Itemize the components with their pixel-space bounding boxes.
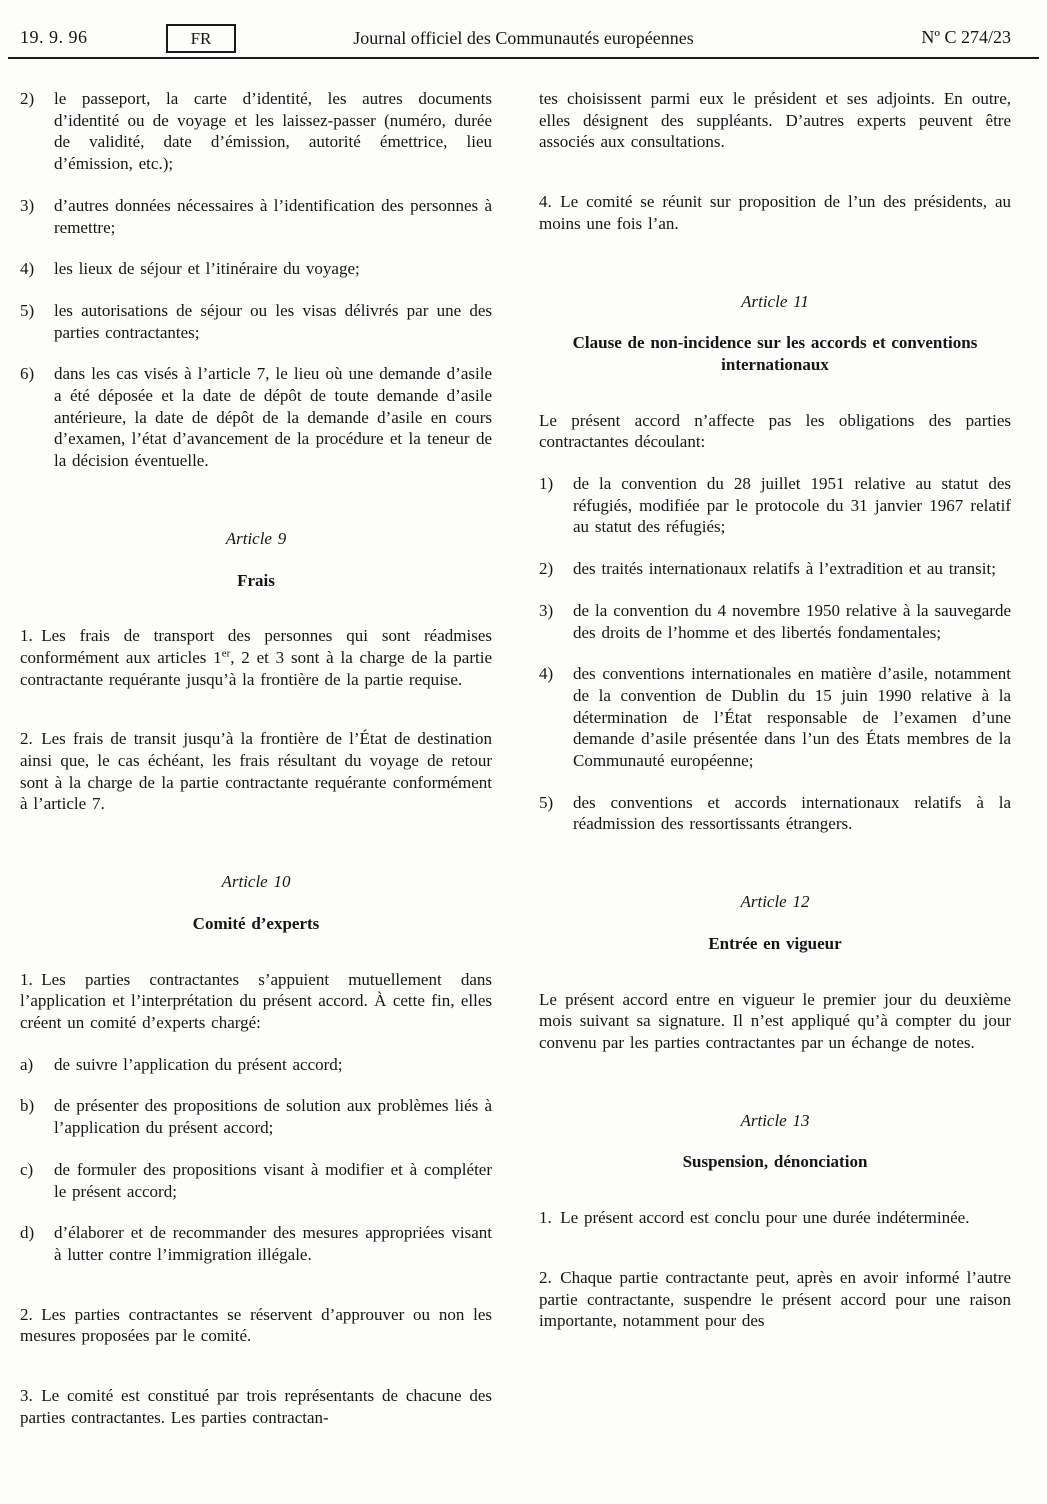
page-reference: Nº C 274/23 [921, 27, 1011, 47]
list-item-text: de suivre l’application du présent accord; [54, 1054, 343, 1074]
list-marker: 3) [20, 195, 35, 215]
right-column [539, 88, 1011, 1428]
paragraph: 3. Le comité est constitué par trois représentants de chacune des parties contractantes. Les parties contractan- [20, 1386, 492, 1427]
list-item-text: des conventions et accords internationaux relatifs à la réadmission des ressortissants étrangers. [573, 792, 1011, 834]
journal-title: Journal officiel des Communautés européennes [353, 28, 694, 48]
article-subtitle: Frais [237, 570, 275, 590]
list-item [20, 195, 492, 238]
paragraph: 2. Les parties contractantes se réservent d’approuver ou non les mesures proposées par le comité. [20, 1304, 492, 1346]
list-item-text: de présenter des propositions de solution aux problèmes liés à l’application du présent accord; [54, 1096, 492, 1138]
list-item [20, 88, 492, 175]
list-item [539, 792, 1011, 835]
list-item [20, 1095, 492, 1138]
list-marker: 4) [539, 664, 554, 684]
list-item-text: d’élaborer et de recommander des mesures appropriées visant à lutter contre l’immigration illégale. [54, 1223, 492, 1264]
list-marker: 5) [539, 792, 554, 812]
document-body [20, 88, 1011, 1428]
list-item [539, 558, 1011, 580]
list-marker: 3) [539, 600, 554, 620]
list-marker: 5) [20, 300, 35, 320]
language-badge: FR [166, 24, 236, 53]
list-item [20, 300, 492, 343]
paragraph: Le présent accord entre en vigueur le premier jour du deuxième mois suivant sa signature. Il n’est appliqué qu’à compter du jour convenu par les parties contractantes par un échange de notes. [539, 989, 1011, 1052]
list-item [20, 1054, 492, 1076]
list-item-text: de formuler des propositions visant à modifier et à compléter le présent accord; [54, 1159, 492, 1201]
list-item [539, 473, 1011, 538]
paragraph [20, 625, 492, 690]
paragraph: 1. Le présent accord est conclu pour une durée indéterminée. [539, 1208, 970, 1228]
paragraph: Le présent accord n’affecte pas les obligations des parties contractantes découlant: [539, 410, 1011, 452]
list-marker: d) [20, 1223, 35, 1243]
list-item [20, 258, 492, 280]
list-marker: 1) [539, 474, 554, 494]
list-item-text: dans les cas visés à l’article 7, le lieu où une demande d’asile a été déposée et la date de dépôt de toute demande d’asile antérieure, la date de dépôt de la demande d’asile en cours d’examen, l’état d’avancement de la procédure et la teneur de la décision éventuelle. [54, 364, 492, 471]
list-item [20, 363, 492, 472]
paragraph-text: 1. Les frais de transport des personnes qui sont réadmises conformément aux articles 1 [20, 626, 492, 667]
list-marker: 6) [20, 364, 35, 384]
page-header [0, 0, 1047, 60]
paragraph: 4. Le comité se réunit sur proposition de l’un des présidents, au moins une fois l’an. [539, 192, 1011, 233]
paragraph: tes choisissent parmi eux le président et ses adjoints. En outre, elles désignent des suppléants. D’autres experts peuvent être associés aux consultations. [539, 89, 1011, 152]
list-marker: b) [20, 1096, 35, 1116]
list-item-text: les lieux de séjour et l’itinéraire du voyage; [54, 259, 360, 279]
article-title: Article 9 [225, 528, 287, 548]
list-marker: a) [20, 1054, 34, 1074]
list-item-text: de la convention du 4 novembre 1950 relative à la sauvegarde des droits de l’homme et des libertés fondamentales; [573, 600, 1011, 642]
article-title: Article 12 [740, 892, 810, 912]
list-item [539, 600, 1011, 643]
article-subtitle: Comité d’experts [192, 913, 320, 933]
paragraph: 2. Les frais de transit jusqu’à la frontière de l’État de destination ainsi que, le cas échéant, les frais résultant du voyage de retour sont à la charge de la partie contractante requérante conformément à l’article 7. [20, 729, 492, 814]
article-subtitle: Suspension, dénonciation [682, 1152, 868, 1172]
list-item-text: des traités internationaux relatifs à l’extradition et au transit; [573, 559, 996, 579]
paragraph-text: , 2 et 3 sont à la charge de la partie contractante requérante jusqu’à la frontière de la partie requise. [20, 647, 492, 689]
list-marker: 4) [20, 259, 35, 279]
superscript: er [221, 647, 231, 660]
list-item [20, 1222, 492, 1265]
header-rule [8, 57, 1039, 59]
list-marker: c) [20, 1159, 34, 1179]
list-marker: 2) [20, 89, 35, 108]
article-title: Article 10 [221, 872, 291, 892]
article-title: Article 11 [741, 291, 809, 311]
list-item-text: les autorisations de séjour ou les visas délivrés par une des parties contractantes; [54, 300, 492, 342]
journal-date: 19. 9. 96 [20, 27, 88, 47]
list-item [20, 1159, 492, 1202]
article-title: Article 13 [740, 1110, 810, 1130]
paragraph: 1. Les parties contractantes s’appuient mutuellement dans l’application et l’interprétation du présent accord. À cette fin, elles créent un comité d’experts chargé: [20, 969, 492, 1032]
article-subtitle: Clause de non-incidence sur les accords et conventions internationaux [572, 333, 978, 374]
list-item-text: des conventions internationales en matière d’asile, notamment de la convention de Dublin du 15 juin 1990 relative à la détermination de l’État responsable de l’examen d’une demande d’asile présentée dans l’un des États membres de la Communauté européenne; [573, 664, 1011, 771]
left-column [20, 88, 492, 1428]
article-subtitle: Entrée en vigueur [708, 933, 842, 953]
paragraph: 2. Chaque partie contractante peut, après en avoir informé l’autre partie contractante, suspendre le présent accord pour une raison importante, notamment pour des [539, 1267, 1011, 1331]
list-item-text: de la convention du 28 juillet 1951 relative au statut des réfugiés, modifiée par le protocole du 31 janvier 1967 relatif au statut des réfugiés; [573, 474, 1011, 537]
list-marker: 2) [539, 559, 554, 579]
list-item-text: le passeport, la carte d’identité, les autres documents d’identité ou de voyage et les laissez-passer (numéro, durée de validité, date d’émission, autorité émettrice, lieu d’émission, etc.); [54, 89, 492, 174]
list-item-text: d’autres données nécessaires à l’identification des personnes à remettre; [54, 195, 492, 237]
list-item [539, 663, 1011, 772]
